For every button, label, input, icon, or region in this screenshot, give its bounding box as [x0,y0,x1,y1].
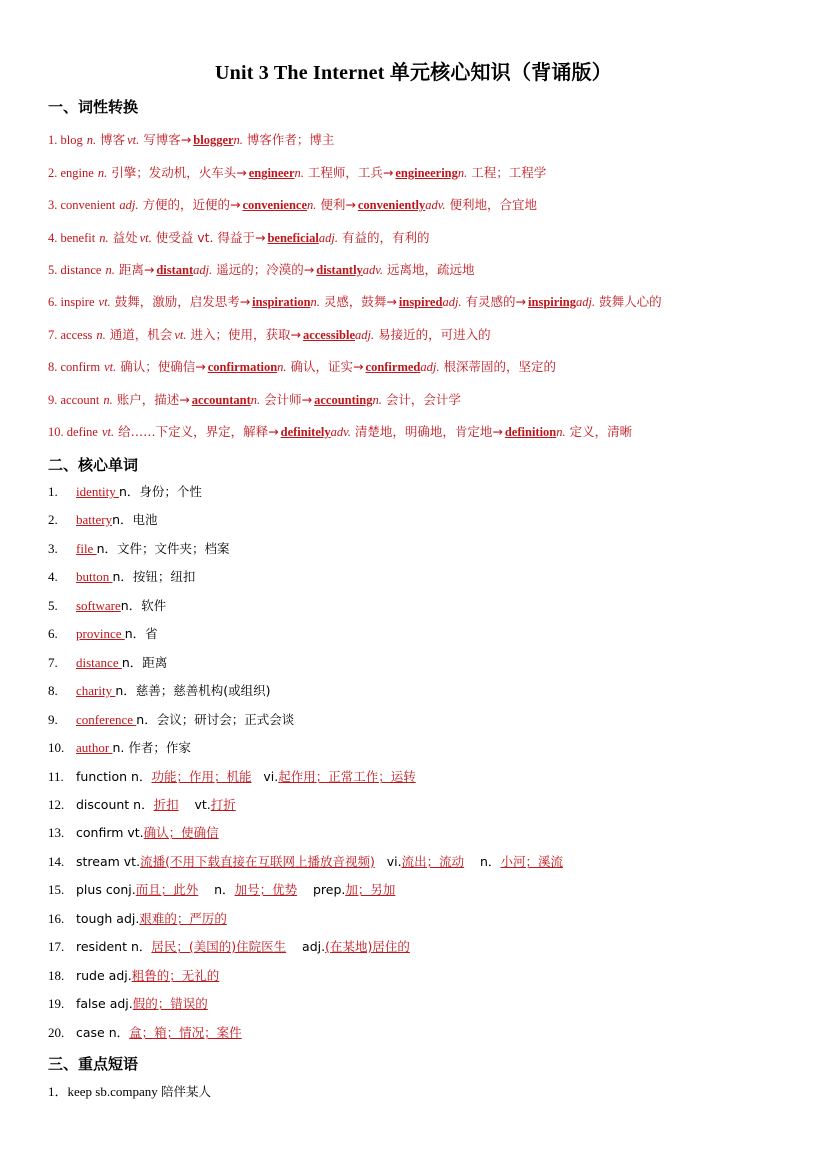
word-form-pos3: n. [310,295,320,309]
vocab-term: stream vt. [76,854,141,869]
vocab-number: 13. [48,825,65,840]
vocab-answer: 假的；错误的 [132,996,208,1011]
word-form-pos1: n. [86,133,97,147]
word-form-cn3: 清楚地，明确地，肯定地→ [354,424,503,439]
vocab-meaning: n．按钮；纽扣 [112,569,196,584]
phrase-en: 1．keep sb.company [48,1084,162,1099]
word-form-cn1: 引擎；发动机，火车头→ [111,165,247,180]
vocab-meaning: n．软件 [120,598,167,613]
section-heading-key-phrases: 三、重点短语 [48,1055,139,1073]
vocab-item [48,567,195,585]
word-form-pos1: adj. [119,198,139,212]
word-form-pos4: adv. [425,198,446,212]
vocab-term: tough adj. [76,911,140,926]
vocab-term: case n． [76,1025,130,1040]
vocab-meaning: n．身份；个性 [118,484,202,499]
vocab-word: software [76,598,121,613]
word-form-cn4: 定义，清晰 [569,424,633,439]
vocab-word: author [76,740,113,755]
vocab-number: 16. [48,911,65,926]
vocab-item [48,823,219,841]
vocab-term: discount n． [76,797,154,812]
word-form-pos2: vt. [127,133,140,147]
vocab-number: 12. [48,797,65,812]
word-form-w2: inspired [398,295,443,309]
word-form-w1: accessible [302,328,356,342]
word-form-pos1: n. [97,166,108,180]
word-form-cn3: 博客作者；博主 [246,132,335,147]
vocab-number: 9. [48,712,58,727]
vocab-word: identity [76,484,119,499]
phrase-cn: 陪伴某人 [161,1084,212,1099]
vocab-number: 10. [48,740,65,755]
word-form-cn1: 通道，机会 [109,327,173,342]
vocab-meaning: n．省 [124,626,158,641]
word-form-cn3: 会计师→ [264,392,313,407]
word-form-cn2: 使受益 vt. 得益于→ [155,230,266,245]
word-form-cn3: 灵感，鼓舞→ [323,294,397,309]
vocab-answer: 流出；流动 [401,854,465,869]
vocab-answer: 打折 [210,797,236,812]
vocab-number: 15. [48,882,65,897]
word-form-w2: definition [504,425,557,439]
vocab-answer: 加号；优势 [234,882,298,897]
word-form-cn1: 给……下定义，界定，解释→ [118,424,279,439]
word-form-pos3: adj. [318,231,338,245]
word-form-num: 1. blog [48,133,83,147]
vocab-answer: 居民；(美国的)住院医生 [151,939,287,954]
section-heading-core-words: 二、核心单词 [48,456,139,474]
vocab-number: 20. [48,1025,65,1040]
word-form-pos1: vt. [101,425,115,439]
word-form-cn4: 根深蒂固的，坚定的 [443,359,556,374]
vocab-item [48,624,158,642]
word-form-w1: blogger [193,133,234,147]
word-form-item [48,325,493,343]
page-title: Unit 3 The Internet 单元核心知识（背诵版） [215,62,612,84]
word-form-cn3: 易接近的，可进入的 [378,327,491,342]
vocab-number: 2. [48,512,58,527]
word-form-w3: inspiring [528,295,576,309]
word-form-pos4: n. [372,393,382,407]
word-form-pos1: n. [96,328,106,342]
vocab-term: confirm vt. [76,825,144,840]
vocab-meaning: n．文件；文件夹；档案 [96,541,230,556]
word-form-cn4: 远离地，疏远地 [387,262,475,277]
vocab-word: file [76,541,97,556]
word-form-item [48,390,463,408]
vocab-number: 1. [48,484,58,499]
vocab-item [48,909,227,927]
word-form-item [48,422,634,440]
word-form-cn4: 工程；工程学 [471,165,547,180]
vocab-term: vt. [178,797,211,812]
word-form-cn2: 进入；使用，获取→ [190,327,301,342]
word-form-pos2: vt. [139,231,152,245]
vocab-item [48,653,167,671]
word-form-pos3: n. [233,133,243,147]
vocab-term: prep. [297,882,346,897]
word-form-w2: distantly [316,263,363,277]
word-form-pos3: adj. [355,328,375,342]
word-form-cn1: 确认；使确信→ [120,359,206,374]
vocab-item [48,852,563,870]
vocab-answer: 艰难的；严厉的 [139,911,227,926]
word-form-num: 6. inspire [48,295,95,309]
word-form-pos3: adv. [330,425,351,439]
vocab-number: 3. [48,541,58,556]
vocab-number: 8. [48,683,58,698]
word-form-cn3: 遥远的；冷漠的→ [216,262,315,277]
word-form-pos3: n. [294,166,304,180]
vocab-answer: 加；另加 [345,882,396,897]
word-form-num: 7. access [48,328,93,342]
vocab-number: 7. [48,655,58,670]
vocab-answer: 小河；溪流 [500,854,563,869]
word-form-pos4: adj. [442,295,462,309]
word-form-pos2: vt. [174,328,187,342]
word-form-item [48,163,548,181]
vocab-item [48,795,236,813]
vocab-term: resident n． [76,939,152,954]
vocab-word: distance [76,655,122,670]
vocab-word: button [76,569,113,584]
word-form-item [48,195,539,213]
vocab-word: battery [76,512,113,527]
vocab-word: conference [76,712,137,727]
vocab-answer: 折扣 [153,797,179,812]
vocab-term: plus conj. [76,882,136,897]
vocab-item [48,510,158,528]
word-form-cn1: 账户，描述→ [116,392,190,407]
word-form-w2: engineering [395,166,458,180]
word-form-w1: inspiration [252,295,311,309]
word-form-w1: beneficial [267,231,319,245]
vocab-answer: 流播(不用下载直接在互联网上播放音视频) [140,854,375,869]
vocab-item [48,482,202,500]
vocab-term: n． [198,882,235,897]
word-form-pos5: adj. [575,295,596,309]
vocab-word: province [76,626,125,641]
word-form-w1: definitely [280,425,331,439]
word-form-num: 10. define [48,425,98,439]
word-form-w1: confirmation [207,360,278,374]
word-form-cn4: 会计，会计学 [385,392,461,407]
word-form-pos1: n. [105,263,115,277]
vocab-number: 19. [48,996,65,1011]
vocab-number: 14. [48,854,65,869]
vocab-number: 5. [48,598,58,613]
vocab-answer: (在某地)居住的 [325,939,410,954]
vocab-item [48,710,294,728]
word-form-pos3: n. [307,198,317,212]
word-form-pos3: n. [250,393,261,407]
vocab-term: n． [464,854,501,869]
vocab-item [48,738,191,756]
word-form-item [48,228,431,246]
vocab-number: 11. [48,769,64,784]
vocab-item [48,1023,242,1041]
word-form-cn3: 有益的，有利的 [341,230,430,245]
vocab-word: charity [76,683,116,698]
word-form-w2: confirmed [365,360,421,374]
word-form-cn1: 方便的，近便的→ [142,197,241,212]
word-form-cn2: 写博客→ [143,132,192,147]
word-form-item [48,130,336,148]
word-form-cn1: 鼓舞，激励，启发思考→ [114,294,251,309]
vocab-term: vi. [374,854,402,869]
vocab-item [48,880,395,898]
vocab-meaning: n．电池 [112,512,158,527]
word-form-item [48,357,558,375]
vocab-number: 4. [48,569,58,584]
word-form-num: 9. account [48,393,100,407]
word-form-cn3: 确认，证实→ [290,359,364,374]
word-form-num: 3. convenient [48,198,116,212]
vocab-answer: 确认；使确信 [143,825,219,840]
word-form-pos4: adj. [420,360,440,374]
word-form-pos4: n. [457,166,468,180]
vocab-number: 17. [48,939,65,954]
vocab-item [48,937,410,955]
vocab-item [48,767,416,785]
word-form-pos4: adv. [362,263,384,277]
word-form-pos3: n. [277,360,287,374]
word-form-num: 8. confirm [48,360,101,374]
word-form-num: 5. distance [48,263,102,277]
word-form-w1: convenience [242,198,308,212]
vocab-term: false adj. [76,996,133,1011]
word-form-pos4: n. [556,425,566,439]
word-form-item [48,260,477,278]
word-form-w1: distant [156,263,194,277]
vocab-answer: 起作用；正常工作；运转 [278,769,416,784]
word-form-w1: accountant [191,393,251,407]
vocab-meaning: n．慈善；慈善机构(或组织) [115,683,271,698]
word-form-cn1: 博客 [100,132,126,147]
word-form-pos1: n. [99,231,109,245]
vocab-term: function n． [76,769,152,784]
vocab-meaning: n. 作者；作家 [112,740,191,755]
vocab-answer: 而且；此外 [135,882,199,897]
vocab-term: adj. [286,939,326,954]
word-form-pos1: n. [103,393,113,407]
word-form-cn3: 工程师，工兵→ [307,165,394,180]
vocab-item [48,994,208,1012]
word-form-w2: accounting [314,393,373,407]
vocab-answer: 粗鲁的；无礼的 [131,968,220,983]
vocab-meaning: n．会议；研讨会；正式会谈 [136,712,295,727]
word-form-num: 4. benefit [48,231,96,245]
word-form-cn4: 便利地，合宜地 [449,197,537,212]
word-form-w2: conveniently [357,198,426,212]
word-form-pos1: vt. [98,295,111,309]
vocab-number: 6. [48,626,58,641]
section-heading-word-forms: 一、词性转换 [48,98,139,116]
vocab-item [48,966,219,984]
word-form-pos3: adj. [193,263,213,277]
vocab-item [48,596,166,614]
vocab-number: 18. [48,968,65,983]
word-form-num: 2. engine [48,166,94,180]
word-form-pos1: vt. [104,360,117,374]
vocab-item [48,681,271,699]
vocab-item [48,539,230,557]
vocab-answer: 盒；箱；情况；案件 [129,1025,242,1040]
word-form-item [48,292,664,310]
vocab-meaning: n．距离 [121,655,168,670]
word-form-cn3: 便利→ [320,197,356,212]
phrase-item [48,1081,211,1100]
vocab-answer: 功能；作用；机能 [151,769,252,784]
word-form-cn1: 距离→ [118,262,155,277]
word-form-cn1: 益处 [112,230,138,245]
word-form-w1: engineer [248,166,295,180]
word-form-cn5: 鼓舞人心的 [599,294,662,309]
word-form-cn4: 有灵感的→ [465,294,527,309]
vocab-term: vi. [251,769,279,784]
vocab-term: rude adj. [76,968,132,983]
